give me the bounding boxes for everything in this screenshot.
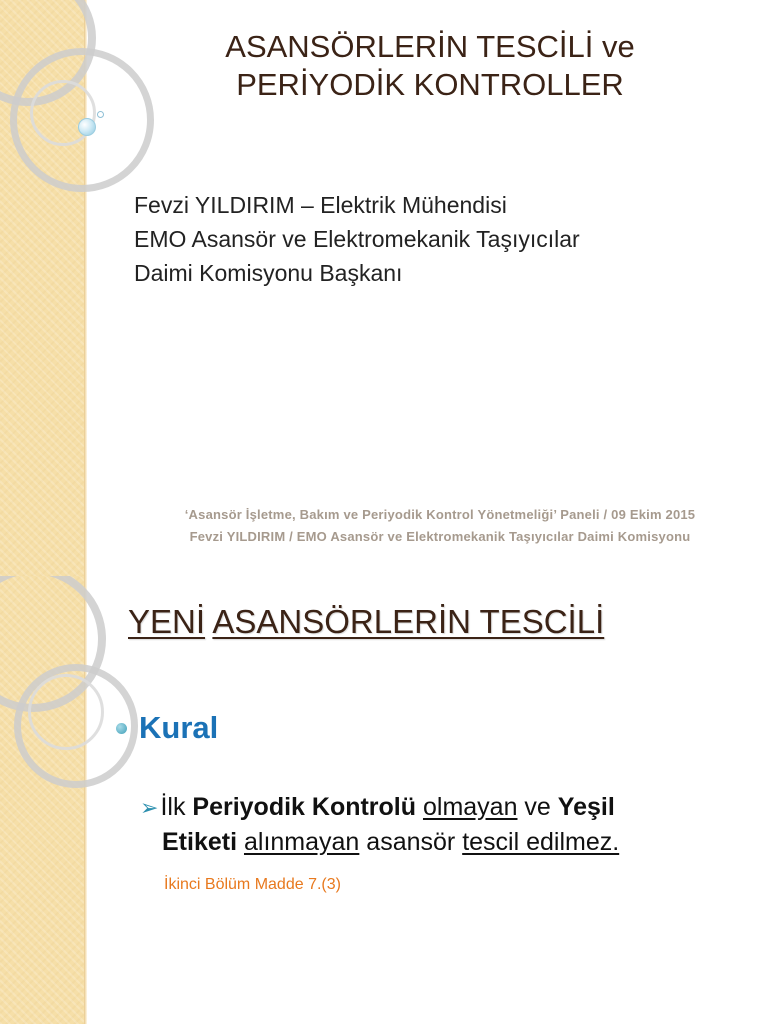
text-run: asansör [359, 828, 463, 856]
author-name: Fevzi YILDIRIM – Elektrik Mühendisi [134, 192, 507, 218]
text-run: tescil edilmez. [462, 828, 620, 856]
regulation-reference: İkinci Bölüm Madde 7.(3) [164, 876, 341, 893]
text-run: Yeşil [557, 793, 615, 821]
sub-bullet [140, 790, 750, 859]
slide-title [150, 28, 710, 104]
text-run: Periyodik Kontrolü [192, 793, 417, 821]
bubble-icon [97, 111, 104, 118]
sub-bullet-line [140, 825, 750, 859]
bullet-dot-icon [116, 723, 127, 734]
author-affiliation: EMO Asansör ve Elektromekanik Taşıyıcılar [134, 226, 580, 252]
slide-footer [130, 504, 750, 548]
text-run: alınmayan [243, 828, 360, 856]
text-run: Etiketi [162, 828, 238, 856]
bullet-item [116, 710, 218, 746]
title-word: YENİ [128, 603, 206, 640]
text-run [237, 828, 244, 856]
text-run: olmayan [422, 793, 518, 821]
decorative-ring [30, 80, 96, 146]
slide-title [128, 600, 748, 644]
arrow-bullet-icon: ➢ [140, 795, 159, 820]
content-slide [0, 576, 768, 1024]
sub-bullet-line [140, 790, 750, 825]
text-run: İlk [160, 793, 193, 821]
footer-line: ‘Asansör İşletme, Bakım ve Periyodik Kontrol Yönetmeliği’ Paneli / 09 Ekim 2015 [184, 507, 696, 522]
title-word: ASANSÖRLERİN TESCİLİ [212, 603, 605, 640]
text-run: ve [517, 793, 558, 821]
author-role: Daimi Komisyonu Başkanı [134, 260, 403, 286]
decorative-ring [28, 674, 104, 750]
bullet-label: Kural [139, 710, 219, 745]
author-block [134, 188, 734, 290]
title-line: ASANSÖRLERİN TESCİLİ ve [225, 29, 635, 64]
text-run [416, 793, 423, 821]
bubble-icon [78, 118, 96, 136]
footer-line: Fevzi YILDIRIM / EMO Asansör ve Elektromekanik Taşıyıcılar Daimi Komisyonu [189, 529, 691, 544]
title-line: PERİYODİK KONTROLLER [236, 67, 624, 102]
